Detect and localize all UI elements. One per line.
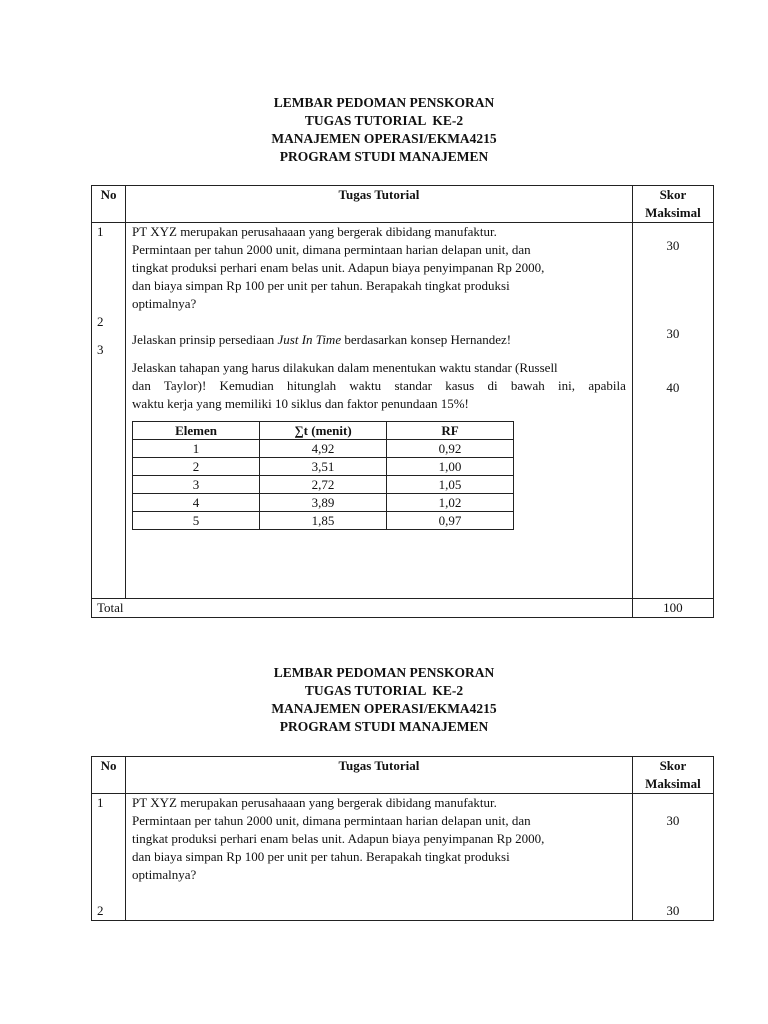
column-header-score-line1: Skor bbox=[659, 758, 687, 773]
inner-header-rf: RF bbox=[387, 422, 514, 440]
question-2-text-end: berdasarkan konsep Hernandez! bbox=[341, 332, 512, 347]
question-1-score: 30 bbox=[666, 813, 680, 828]
column-header-score-line2: Maksimal bbox=[645, 205, 701, 220]
question-1-line-5: optimalnya? bbox=[132, 867, 197, 882]
table-row bbox=[133, 458, 514, 476]
header-line-2: TUGAS TUTORIAL KE-2 bbox=[304, 683, 464, 698]
question-1-line-2: Permintaan per tahun 2000 unit, dimana permintaan harian delapan unit, dan bbox=[132, 813, 531, 828]
table-row bbox=[133, 476, 514, 494]
inner-header-total-time: ∑t (menit) bbox=[260, 422, 387, 440]
question-1-line-1: PT XYZ merupakan perusahaaan yang bergerak dibidang manufaktur. bbox=[132, 224, 497, 239]
question-1-line-4: dan biaya simpan Rp 100 per unit per tahun. Berapakah tingkat produksi bbox=[132, 278, 510, 293]
column-header-task: Tugas Tutorial bbox=[126, 186, 633, 223]
header-line-4: PROGRAM STUDI MANAJEMEN bbox=[279, 149, 489, 164]
inner-cell: 3 bbox=[133, 476, 260, 494]
table-row bbox=[133, 494, 514, 512]
question-1-number: 1 bbox=[97, 224, 104, 239]
column-header-score-line2: Maksimal bbox=[645, 776, 701, 791]
inner-header-elemen: Elemen bbox=[133, 422, 260, 440]
table-row bbox=[133, 440, 514, 458]
inner-cell: 2,72 bbox=[260, 476, 387, 494]
document-header bbox=[0, 94, 768, 166]
question-1-line-5: optimalnya? bbox=[132, 296, 197, 311]
header-line-3: MANAJEMEN OPERASI/EKMA4215 bbox=[271, 701, 497, 716]
column-header-score bbox=[632, 186, 713, 223]
column-header-no: No bbox=[92, 757, 126, 794]
column-header-task: Tugas Tutorial bbox=[126, 757, 633, 794]
column-header-no: No bbox=[92, 186, 126, 223]
question-3-score: 40 bbox=[666, 380, 680, 395]
table-row bbox=[133, 512, 514, 530]
document-header-2 bbox=[0, 664, 768, 736]
inner-cell: 2 bbox=[133, 458, 260, 476]
task-cell bbox=[126, 794, 633, 921]
question-3-text bbox=[132, 359, 626, 413]
total-label: Total bbox=[92, 599, 633, 618]
header-line-3: MANAJEMEN OPERASI/EKMA4215 bbox=[271, 131, 497, 146]
inner-cell: 1,02 bbox=[387, 494, 514, 512]
question-1-line-1: PT XYZ merupakan perusahaaan yang bergerak dibidang manufaktur. bbox=[132, 795, 497, 810]
header-line-1: LEMBAR PEDOMAN PENSKORAN bbox=[273, 95, 495, 110]
question-1-score: 30 bbox=[666, 238, 680, 253]
question-2-text-italic: Just In Time bbox=[277, 332, 342, 347]
inner-cell: 3,51 bbox=[260, 458, 387, 476]
question-1-text bbox=[132, 223, 626, 313]
number-cell bbox=[92, 794, 126, 921]
question-3-line-1: Jelaskan tahapan yang harus dilakukan dalam menentukan waktu standar (Russell bbox=[132, 360, 558, 375]
question-2-text bbox=[132, 331, 626, 349]
inner-cell: 0,97 bbox=[387, 512, 514, 530]
inner-cell: 5 bbox=[133, 512, 260, 530]
question-1-line-4: dan biaya simpan Rp 100 per unit per tahun. Berapakah tingkat produksi bbox=[132, 849, 510, 864]
question-1-line-2: Permintaan per tahun 2000 unit, dimana permintaan harian delapan unit, dan bbox=[132, 242, 531, 257]
time-study-table bbox=[132, 421, 514, 530]
scoring-table-2 bbox=[91, 756, 714, 921]
header-line-2: TUGAS TUTORIAL KE-2 bbox=[304, 113, 464, 128]
inner-cell: 1,85 bbox=[260, 512, 387, 530]
inner-cell: 4,92 bbox=[260, 440, 387, 458]
question-1-line-3: tingkat produksi perhari enam belas unit. Adapun biaya penyimpanan Rp 2000, bbox=[132, 831, 545, 846]
inner-cell: 3,89 bbox=[260, 494, 387, 512]
column-header-score-line1: Skor bbox=[659, 187, 687, 202]
question-3-line-2: dan Taylor)! Kemudian hitunglah waktu standar kasus di bawah ini, apabila bbox=[132, 378, 626, 393]
question-2-number: 2 bbox=[97, 903, 104, 918]
question-2-score: 30 bbox=[666, 326, 680, 341]
number-cell bbox=[92, 223, 126, 599]
question-2-score: 30 bbox=[666, 903, 680, 918]
inner-cell: 1,05 bbox=[387, 476, 514, 494]
inner-cell: 1 bbox=[133, 440, 260, 458]
scoring-table bbox=[91, 185, 714, 618]
header-line-1: LEMBAR PEDOMAN PENSKORAN bbox=[273, 665, 495, 680]
question-2-number: 2 bbox=[97, 314, 104, 329]
inner-cell: 0,92 bbox=[387, 440, 514, 458]
task-cell bbox=[126, 223, 633, 599]
score-cell bbox=[632, 794, 713, 921]
column-header-score bbox=[632, 757, 713, 794]
score-cell bbox=[632, 223, 713, 599]
inner-cell: 4 bbox=[133, 494, 260, 512]
header-line-4: PROGRAM STUDI MANAJEMEN bbox=[279, 719, 489, 734]
question-1-line-3: tingkat produksi perhari enam belas unit. Adapun biaya penyimpanan Rp 2000, bbox=[132, 260, 545, 275]
question-3-number: 3 bbox=[97, 342, 104, 357]
inner-cell: 1,00 bbox=[387, 458, 514, 476]
question-3-line-3: waktu kerja yang memiliki 10 siklus dan faktor penundaan 15%! bbox=[132, 396, 469, 411]
question-1-number: 1 bbox=[97, 795, 104, 810]
total-value: 100 bbox=[632, 599, 713, 618]
question-2-text-start: Jelaskan prinsip persediaan bbox=[132, 332, 278, 347]
